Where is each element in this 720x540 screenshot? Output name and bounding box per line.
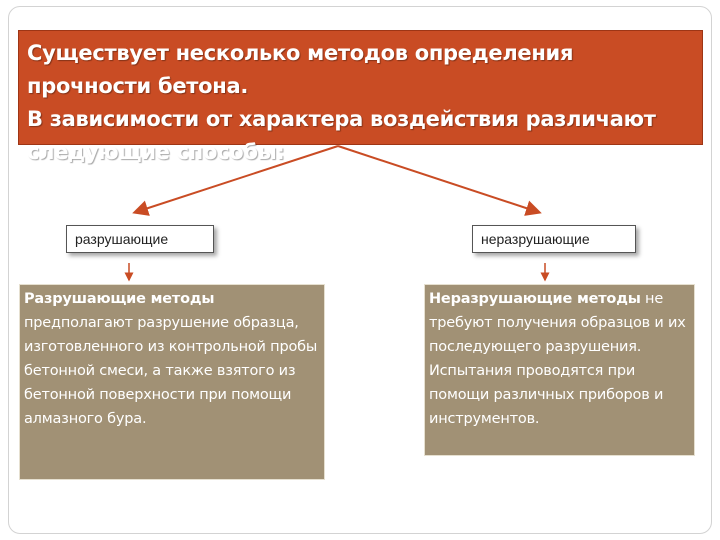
label-destructive: разрушающие: [66, 225, 214, 253]
label-nondestructive: неразрушающие: [472, 225, 636, 253]
desc-nondestructive-body: не требуют получения образцов и их последующего разрушения. Испытания проводятся при помощи различных приборов и инструментов.: [429, 291, 686, 427]
title-line-2: В зависимости от характера воздействия различают: [27, 107, 656, 131]
desc-destructive: [19, 284, 325, 480]
arrow-to-left-branch: [136, 146, 338, 212]
desc-nondestructive: [424, 284, 695, 456]
desc-destructive-lead: Разрушающие методы: [24, 291, 215, 307]
desc-destructive-body: предполагают разрушение образца, изготовленного из контрольной пробы бетонной смеси, а также взятого из бетонной поверхности при помощи алмазного бура.: [24, 315, 318, 427]
title-line-3: следующие способы:: [27, 140, 285, 164]
title-line-1: Существует несколько методов определения прочности бетона.: [27, 41, 574, 98]
arrow-to-right-branch: [338, 146, 538, 212]
desc-nondestructive-lead: Неразрушающие методы: [429, 291, 641, 307]
